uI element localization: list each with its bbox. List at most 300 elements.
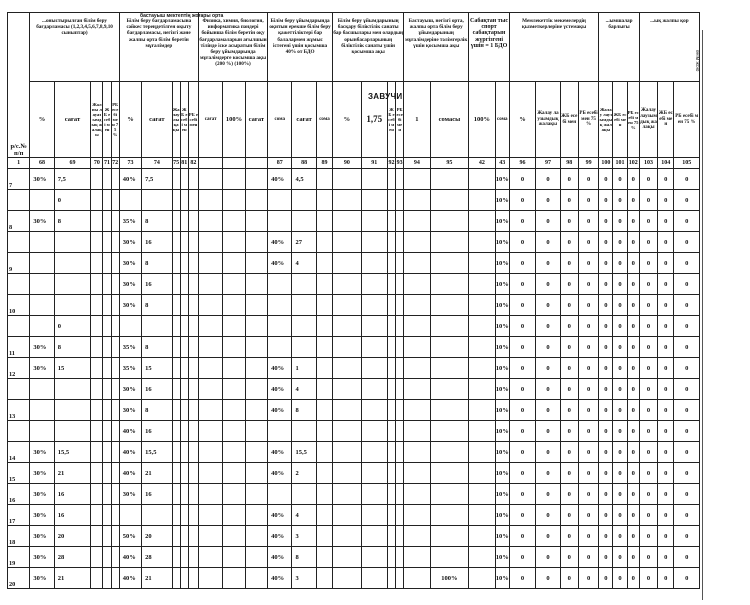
cell-empty	[223, 505, 245, 526]
sub-rb-9: РБ есебі мен 75 %	[627, 82, 639, 158]
cell-c7	[430, 169, 469, 190]
cell-zero: 0	[674, 379, 700, 400]
cell-empty	[199, 463, 223, 484]
cell-empty	[469, 253, 495, 274]
cell-zero: 0	[509, 400, 535, 421]
cell-empty	[245, 421, 267, 442]
cell-empty	[111, 505, 119, 526]
cell-empty	[404, 547, 430, 568]
header-row-groups	[8, 13, 700, 82]
cell-empty	[361, 232, 387, 253]
cell-empty	[111, 295, 119, 316]
cell-empty	[172, 169, 180, 190]
cell-empty	[111, 568, 119, 589]
cell-empty	[396, 316, 404, 337]
cell-no	[8, 421, 30, 442]
cell-empty	[172, 505, 180, 526]
cell-c1: 30%	[30, 358, 54, 379]
cell-c5	[268, 190, 292, 211]
cell-empty	[103, 316, 111, 337]
cell-empty	[404, 232, 430, 253]
cell-empty	[103, 358, 111, 379]
cell-zero: 0	[674, 421, 700, 442]
cell-empty	[404, 316, 430, 337]
cell-zero: 0	[658, 484, 674, 505]
cell-empty	[103, 253, 111, 274]
cell-zero: 0	[509, 232, 535, 253]
cell-zero: 0	[658, 421, 674, 442]
cell-no: 17	[8, 505, 30, 526]
cell-zero: 0	[613, 463, 627, 484]
cell-c5: 40%	[268, 232, 292, 253]
cell-zero: 0	[674, 253, 700, 274]
cell-empty	[180, 505, 188, 526]
cell-empty	[91, 316, 103, 337]
cell-zero: 0	[639, 274, 657, 295]
stamp-top: бастауыш мектептің жоғары орта	[140, 13, 224, 19]
cell-empty	[223, 484, 245, 505]
sub-zhalauly: Жалпы лауазымдық жалақы	[91, 82, 103, 158]
cell-zero: 0	[674, 295, 700, 316]
cell-zero: 0	[639, 169, 657, 190]
cell-c4	[142, 316, 172, 337]
cell-zero: 0	[639, 358, 657, 379]
cell-zero: 0	[627, 337, 639, 358]
cell-c5: 40%	[268, 379, 292, 400]
cell-empty	[111, 253, 119, 274]
cell-empty	[199, 253, 223, 274]
cell-empty	[396, 358, 404, 379]
cell-zero: 0	[578, 190, 598, 211]
cell-empty	[111, 274, 119, 295]
cell-zero: 0	[658, 190, 674, 211]
cell-zero: 0	[560, 463, 578, 484]
cell-zero: 0	[658, 232, 674, 253]
cell-empty	[91, 337, 103, 358]
cell-zero: 0	[536, 568, 560, 589]
cell-zero: 0	[536, 547, 560, 568]
cell-c6: 3	[292, 568, 316, 589]
table-row	[8, 274, 700, 295]
cell-c8: 10%	[495, 253, 509, 274]
cell-empty	[103, 484, 111, 505]
cell-zero: 0	[613, 547, 627, 568]
cell-empty	[396, 526, 404, 547]
cell-c4: 15	[142, 358, 172, 379]
cell-empty	[199, 568, 223, 589]
cell-empty	[91, 463, 103, 484]
cell-c3: 40%	[119, 169, 141, 190]
cell-c8: 10%	[495, 421, 509, 442]
cell-empty	[172, 274, 180, 295]
sub-zhb-10: ЖБ есебі мен	[658, 82, 674, 158]
cell-c1: 30%	[30, 547, 54, 568]
cell-zero: 0	[578, 484, 598, 505]
cell-empty	[316, 253, 332, 274]
cell-empty	[404, 442, 430, 463]
cell-c2: 20	[54, 526, 91, 547]
table-row	[8, 421, 700, 442]
table-row	[8, 484, 700, 505]
sub-sum-7: сома	[495, 82, 509, 158]
cell-empty	[333, 211, 361, 232]
cell-zero: 0	[509, 547, 535, 568]
cell-zero: 0	[599, 442, 613, 463]
cell-c1: 30%	[30, 169, 54, 190]
cell-empty	[103, 421, 111, 442]
column-number: 42	[469, 158, 495, 169]
cell-empty	[316, 547, 332, 568]
cell-empty	[316, 463, 332, 484]
cell-zero: 0	[613, 442, 627, 463]
cell-c3: 40%	[119, 547, 141, 568]
column-number: 92	[387, 158, 395, 169]
cell-empty	[469, 295, 495, 316]
sub-pct-8: %	[509, 82, 535, 158]
cell-zero: 0	[599, 568, 613, 589]
cell-zero: 0	[560, 400, 578, 421]
cell-empty	[387, 442, 395, 463]
column-number: 69	[54, 158, 91, 169]
column-number: 95	[430, 158, 469, 169]
cell-empty	[180, 169, 188, 190]
cell-zero: 0	[674, 232, 700, 253]
cell-c1	[30, 274, 54, 295]
cell-empty	[199, 547, 223, 568]
cell-empty	[387, 169, 395, 190]
cell-c8: 10%	[495, 463, 509, 484]
cell-empty	[404, 463, 430, 484]
cell-zero: 0	[627, 358, 639, 379]
cell-no: 11	[8, 337, 30, 358]
cell-empty	[180, 316, 188, 337]
cell-zero: 0	[674, 547, 700, 568]
cell-c5	[268, 211, 292, 232]
table-row	[8, 253, 700, 274]
cell-no: 10	[8, 295, 30, 316]
cell-empty	[404, 211, 430, 232]
cell-empty	[172, 358, 180, 379]
cell-empty	[469, 484, 495, 505]
column-number: 91	[361, 158, 387, 169]
cell-empty	[333, 232, 361, 253]
cell-zero: 0	[578, 568, 598, 589]
cell-empty	[223, 232, 245, 253]
cell-c7	[430, 484, 469, 505]
sub-hundred-7: 100%	[469, 82, 495, 158]
cell-c4: 8	[142, 337, 172, 358]
column-number: 101	[613, 158, 627, 169]
cell-no	[8, 379, 30, 400]
cell-no: 19	[8, 547, 30, 568]
cell-zero: 0	[658, 295, 674, 316]
cell-zero: 0	[639, 526, 657, 547]
cell-empty	[333, 568, 361, 589]
cell-empty	[361, 484, 387, 505]
sub-zhb: Ж Б есебі мен	[103, 82, 111, 158]
cell-zero: 0	[658, 400, 674, 421]
cell-empty	[469, 169, 495, 190]
cell-zero: 0	[674, 169, 700, 190]
cell-empty	[199, 190, 223, 211]
cell-zero: 0	[560, 526, 578, 547]
cell-zero: 0	[627, 316, 639, 337]
cell-empty	[469, 526, 495, 547]
cell-zero: 0	[536, 211, 560, 232]
cell-zero: 0	[578, 295, 598, 316]
cell-zero: 0	[613, 358, 627, 379]
cell-empty	[387, 505, 395, 526]
cell-c7	[430, 400, 469, 421]
cell-empty	[469, 421, 495, 442]
sub-pct-5: %	[333, 82, 361, 158]
cell-empty	[199, 316, 223, 337]
table-row	[8, 337, 700, 358]
cell-c7	[430, 211, 469, 232]
cell-empty	[396, 295, 404, 316]
cell-empty	[199, 379, 223, 400]
cell-zero: 0	[509, 421, 535, 442]
cell-c3: 30%	[119, 274, 141, 295]
cell-c3	[119, 505, 141, 526]
cell-empty	[316, 337, 332, 358]
cell-empty	[188, 379, 198, 400]
cell-c6: 2	[292, 463, 316, 484]
cell-c5: 40%	[268, 526, 292, 547]
cell-zero: 0	[639, 484, 657, 505]
cell-c3: 30%	[119, 295, 141, 316]
header-group-program: ...оныстырылған білім беру бағдарламасы (1,2,3,4,5,6,7,8,9,10 сыныптар)	[30, 13, 119, 82]
cell-empty	[396, 421, 404, 442]
cell-zero: 0	[509, 169, 535, 190]
cell-empty	[91, 568, 103, 589]
cell-zero: 0	[578, 253, 598, 274]
cell-zero: 0	[599, 295, 613, 316]
cell-empty	[199, 232, 223, 253]
cell-empty	[172, 337, 180, 358]
cell-no: 9	[8, 253, 30, 274]
cell-no: 7	[8, 169, 30, 190]
table-row	[8, 232, 700, 253]
cell-zero: 0	[509, 379, 535, 400]
cell-c6: 8	[292, 547, 316, 568]
column-number: 105	[674, 158, 700, 169]
cell-c2	[54, 274, 91, 295]
table-row	[8, 568, 700, 589]
cell-zero: 0	[599, 253, 613, 274]
cell-c3	[119, 190, 141, 211]
cell-c4: 21	[142, 463, 172, 484]
cell-zero: 0	[536, 232, 560, 253]
cell-c8: 10%	[495, 295, 509, 316]
cell-c8: 10%	[495, 316, 509, 337]
cell-empty	[469, 547, 495, 568]
cell-empty	[404, 169, 430, 190]
cell-c4: 8	[142, 295, 172, 316]
cell-empty	[469, 337, 495, 358]
cell-zero: 0	[560, 211, 578, 232]
cell-empty	[172, 400, 180, 421]
cell-empty	[180, 547, 188, 568]
cell-c6	[292, 274, 316, 295]
cell-zero: 0	[627, 421, 639, 442]
cell-empty	[223, 169, 245, 190]
cell-c4: 16	[142, 379, 172, 400]
cell-empty	[387, 568, 395, 589]
cell-empty	[404, 526, 430, 547]
cell-c5	[268, 274, 292, 295]
cell-zero: 0	[536, 295, 560, 316]
stamp-zavuch: ЗАВУЧИ	[368, 92, 403, 101]
sub-pct: %	[30, 82, 54, 158]
table-row	[8, 358, 700, 379]
cell-zero: 0	[578, 211, 598, 232]
cell-zero: 0	[613, 295, 627, 316]
cell-empty	[387, 190, 395, 211]
column-number: 82	[188, 158, 198, 169]
cell-empty	[91, 295, 103, 316]
cell-empty	[188, 295, 198, 316]
table-row	[8, 505, 700, 526]
cell-empty	[361, 421, 387, 442]
cell-zero: 0	[613, 337, 627, 358]
cell-empty	[469, 379, 495, 400]
cell-c4: 16	[142, 274, 172, 295]
sub-one: 1	[404, 82, 430, 158]
cell-empty	[316, 442, 332, 463]
column-number: 43	[495, 158, 509, 169]
cell-c4: 16	[142, 484, 172, 505]
cell-empty	[469, 274, 495, 295]
cell-empty	[103, 232, 111, 253]
cell-zero: 0	[627, 568, 639, 589]
cell-zero: 0	[509, 274, 535, 295]
header-group-mentoring: Бастауыш, негізгі орта, жалпы орта білім беру ұйымдарының мұғалімдеріне тәлімгерлік үшін қосымша ақы	[404, 13, 469, 82]
cell-empty	[188, 232, 198, 253]
cell-empty	[103, 442, 111, 463]
cell-c3: 35%	[119, 358, 141, 379]
cell-zero: 0	[560, 169, 578, 190]
cell-empty	[223, 190, 245, 211]
cell-zero: 0	[627, 253, 639, 274]
cell-c2	[54, 253, 91, 274]
column-number: 71	[103, 158, 111, 169]
cell-empty	[188, 253, 198, 274]
cell-no: 20	[8, 568, 30, 589]
cell-zero: 0	[536, 421, 560, 442]
cell-c5	[268, 421, 292, 442]
cell-zero: 0	[627, 274, 639, 295]
cell-empty	[91, 526, 103, 547]
cell-empty	[387, 526, 395, 547]
cell-empty	[172, 484, 180, 505]
cell-zero: 0	[613, 484, 627, 505]
header-row-subs	[8, 82, 700, 158]
cell-c6	[292, 337, 316, 358]
cell-c6: 4	[292, 253, 316, 274]
cell-zero: 0	[613, 379, 627, 400]
column-number: 74	[142, 158, 172, 169]
cell-zero: 0	[627, 379, 639, 400]
cell-empty	[223, 463, 245, 484]
cell-c2	[54, 400, 91, 421]
cell-zero: 0	[674, 442, 700, 463]
cell-zero: 0	[613, 400, 627, 421]
cell-empty	[469, 232, 495, 253]
table-row	[8, 295, 700, 316]
column-number: 93	[396, 158, 404, 169]
cell-zero: 0	[639, 337, 657, 358]
cell-zero: 0	[658, 274, 674, 295]
cell-empty	[103, 274, 111, 295]
cell-empty	[333, 274, 361, 295]
cell-empty	[396, 169, 404, 190]
cell-c3: 30%	[119, 253, 141, 274]
cell-c6	[292, 484, 316, 505]
cell-c6: 4	[292, 379, 316, 400]
cell-empty	[245, 463, 267, 484]
sub-zhalau-9: Жалау лаузымдық жалақы	[599, 82, 613, 158]
table-row	[8, 211, 700, 232]
cell-empty	[245, 169, 267, 190]
cell-c2: 15	[54, 358, 91, 379]
cell-zero: 0	[599, 232, 613, 253]
cell-empty	[103, 547, 111, 568]
column-number: 1	[8, 158, 30, 169]
cell-empty	[245, 211, 267, 232]
cell-zero: 0	[658, 463, 674, 484]
cell-empty	[469, 568, 495, 589]
cell-zero: 0	[536, 484, 560, 505]
cell-empty	[404, 358, 430, 379]
cell-empty	[333, 316, 361, 337]
cell-c5: 40%	[268, 547, 292, 568]
cell-zero: 0	[658, 379, 674, 400]
cell-zero: 0	[639, 190, 657, 211]
cell-c4	[142, 190, 172, 211]
column-number: 103	[639, 158, 657, 169]
cell-zero: 0	[560, 337, 578, 358]
cell-zero: 0	[639, 568, 657, 589]
cell-zero: 0	[639, 421, 657, 442]
table-row	[8, 169, 700, 190]
sub-hours-3: сағат	[245, 82, 267, 158]
cell-empty	[469, 505, 495, 526]
cell-empty	[333, 526, 361, 547]
cell-empty	[199, 484, 223, 505]
cell-empty	[180, 526, 188, 547]
cell-empty	[361, 358, 387, 379]
header-group-state-allowance: Мемлекеттік мекемелердің қызметкерлеріне үстемақы	[509, 13, 598, 82]
cell-empty	[245, 505, 267, 526]
header-group-total-fund: ...ық жалпы қор	[639, 13, 699, 82]
cell-empty	[91, 211, 103, 232]
cell-zero: 0	[639, 232, 657, 253]
cell-zero: 0	[578, 442, 598, 463]
cell-zero: 0	[599, 547, 613, 568]
cell-c7	[430, 463, 469, 484]
cell-zero: 0	[613, 505, 627, 526]
cell-empty	[404, 421, 430, 442]
cell-empty	[469, 211, 495, 232]
cell-c2	[54, 379, 91, 400]
cell-c8: 10%	[495, 400, 509, 421]
cell-zero: 0	[560, 358, 578, 379]
cell-c2	[54, 421, 91, 442]
cell-empty	[396, 211, 404, 232]
cell-empty	[404, 484, 430, 505]
cell-zero: 0	[509, 526, 535, 547]
